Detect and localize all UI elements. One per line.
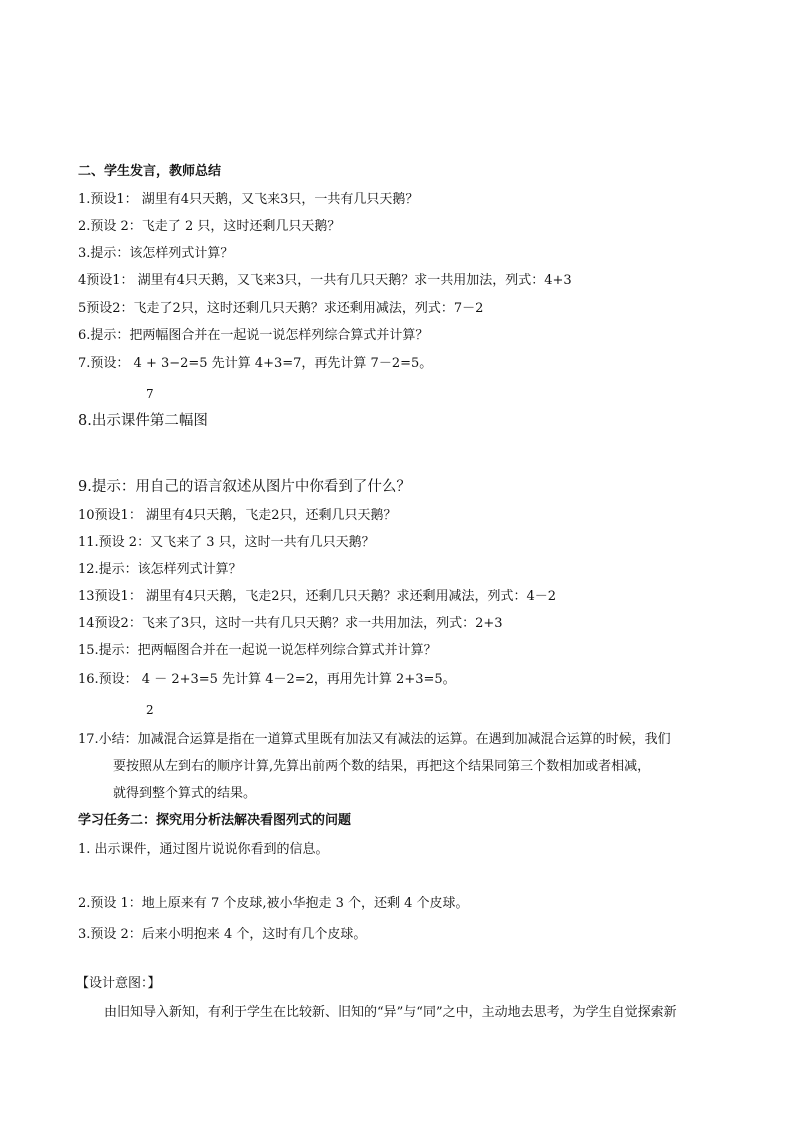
task2-item-2: 2.预设 1：地上原来有 7 个皮球,被小华抱走 3 个，还剩 4 个皮球。 [78,896,469,911]
list-item-10: 10预设1： 湖里有4只天鹅，飞走2只，还剩几只天鹅？ [78,508,397,523]
task2-item-1: 1. 出示课件，通过图片说说你看到的信息。 [78,842,329,857]
list-item-13: 13预设1： 湖里有4只天鹅，飞走2只，还剩几只天鹅？求还剩用减法，列式：4－2 [78,589,557,604]
design-intent-title: 【设计意图：】 [76,976,161,991]
summary-line-3: 就得到整个算式的结果。 [113,786,257,801]
task2-item-3: 3.预设 2：后来小明抱来 4 个，这时有几个皮球。 [78,927,367,942]
list-item-16: 16.预设： 4 － 2+3=5 先计算 4－2=2，再用先计算 2+3=5。 [78,672,456,687]
intermediate-result-7: 7 [146,387,154,401]
list-item-7: 7.预设： 4 + 3−2=5 先计算 4+3=7，再先计算 7－2=5。 [78,356,433,371]
list-item-8: 8.出示课件第二幅图 [78,413,208,429]
list-item-12: 12.提示：该怎样列式计算？ [78,562,242,577]
intermediate-result-2: 2 [146,703,154,717]
list-item-14: 14预设2：飞来了3只，这时一共有几只天鹅？求一共用加法，列式：2+3 [78,616,503,631]
list-item-2: 2.预设 2：飞走了 2 只，这时还剩几只天鹅？ [78,219,341,234]
list-item-4: 4预设1： 湖里有4只天鹅，又飞来3只，一共有几只天鹅？求一共用加法，列式：4+3 [78,273,572,288]
list-item-9: 9.提示：用自己的语言叙述从图片中你看到了什么？ [78,479,411,495]
list-item-15: 15.提示：把两幅图合并在一起说一说怎样列综合算式并计算？ [78,643,437,658]
summary-line-2: 要按照从左到右的顺序计算,先算出前两个数的结果，再把这个结果同第三个数相加或者相减， [113,759,651,774]
list-item-1: 1.预设1： 湖里有4只天鹅，又飞来3只，一共有几只天鹅？ [78,192,419,207]
list-item-6: 6.提示：把两幅图合并在一起说一说怎样列综合算式并计算？ [78,328,429,343]
section-heading-2: 学习任务二：探究用分析法解决看图列式的问题 [78,813,352,828]
list-item-5: 5预设2：飞走了2只，这时还剩几只天鹅？求还剩用减法，列式：7－2 [78,301,484,316]
summary-line-1: 17.小结：加减混合运算是指在一道算式里既有加法又有减法的运算。在遇到加减混合运算的时候，我们 [78,732,671,747]
section-heading-1: 二、学生发言，教师总结 [78,164,222,179]
summary-paragraph [78,726,718,807]
design-intent-body: 由旧知导入新知，有利于学生在比较新、旧知的“异”与“同”之中，主动地去思考，为学生自觉探索新 [104,1005,677,1020]
list-item-11: 11.预设 2：又飞来了 3 只，这时一共有几只天鹅？ [78,535,375,550]
list-item-3: 3.提示：该怎样列式计算？ [78,246,234,261]
